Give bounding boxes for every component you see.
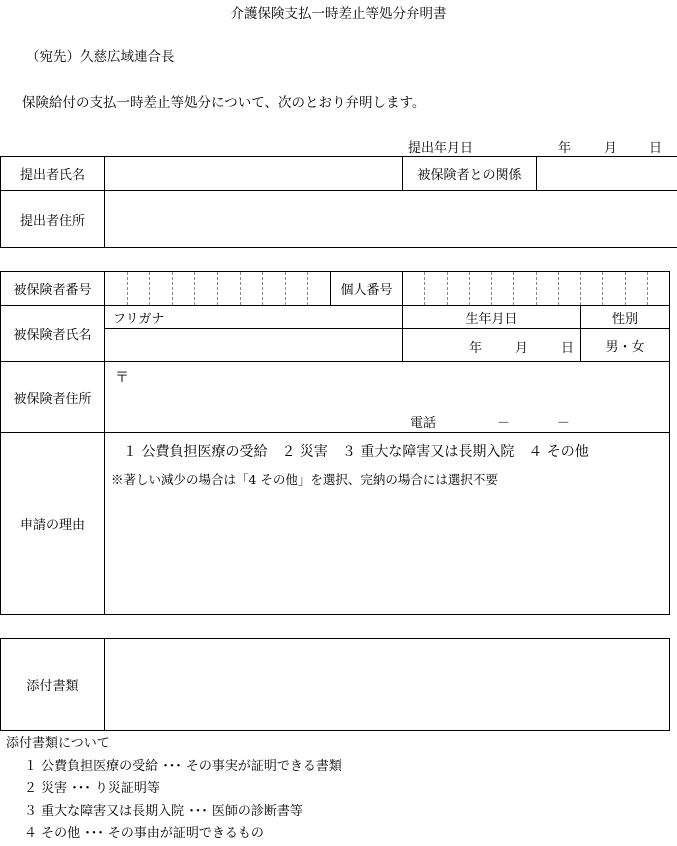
personal-number-field[interactable] [403,272,670,306]
submission-year-unit: 年 [558,137,571,156]
submitter-name-field[interactable] [105,157,403,191]
form-title: 介護保険支払一時差止等処分弁明書 [0,2,677,22]
phone-dash-1: － [497,412,510,431]
postal-mark: 〒 [115,367,129,387]
gender-label: 性別 [581,306,670,329]
attachment-note-item: １ 公費負担医療の受給 ･･･ その事実が証明できる書類 [6,756,342,779]
submission-month-unit: 月 [604,137,617,156]
insured-address-field[interactable] [105,362,670,433]
insured-name-field[interactable] [105,329,403,362]
reason-note: ※著しい減少の場合は「4 その他」を選択、完納の場合には選択不要 [111,470,498,488]
phone-dash-2: － [557,412,570,431]
birth-date-field[interactable] [403,329,581,362]
furigana-field[interactable] [105,306,403,329]
personal-number-label: 個人番号 [331,272,403,306]
birth-year-unit: 年 [469,337,482,356]
insured-number-label: 被保険者番号 [1,272,105,306]
submitter-name-label: 提出者氏名 [1,157,105,191]
phone-label: 電話 [410,412,436,431]
reason-options: １ 公費負担医療の受給 ２ 災害 ３ 重大な障害又は長期入院 ４ その他 [123,441,589,461]
addressee: （宛先）久慈広域連合長 [26,45,175,65]
attachment-notes [6,733,342,846]
birth-date-label: 生年月日 [403,306,581,329]
attachments-table [0,638,670,731]
attachment-note-item: ２ 災害 ･･･ り災証明等 [6,778,342,801]
insured-name-label: 被保険者氏名 [1,306,105,362]
attachments-field[interactable] [105,639,670,731]
submitter-address-label: 提出者住所 [1,191,105,248]
insured-number-field[interactable] [105,272,331,306]
submission-day-unit: 日 [649,137,662,156]
attachment-note-item: ３ 重大な障害又は長期入院 ･･･ 医師の診断書等 [6,801,342,824]
submitter-address-field[interactable] [105,191,677,248]
submitter-table [0,156,677,248]
furigana-label: フリガナ [113,312,164,327]
reason-field[interactable] [105,433,670,615]
reason-label: 申請の理由 [1,433,105,615]
birth-day-unit: 日 [561,337,574,356]
insured-address-label: 被保険者住所 [1,362,105,433]
intro-text: 保険給付の支払一時差止等処分について、次のとおり弁明します。 [22,91,425,111]
relation-field[interactable] [537,157,677,191]
birth-month-unit: 月 [515,337,528,356]
relation-label: 被保険者との関係 [403,157,537,191]
attachments-label: 添付書類 [1,639,105,731]
attachment-notes-heading: 添付書類について [6,733,342,756]
submission-date-label: 提出年月日 [408,137,473,156]
attachment-note-item: ４ その他 ･･･ その事由が証明できるもの [6,823,342,846]
insured-table [0,271,670,615]
gender-field[interactable]: 男・女 [581,329,670,362]
